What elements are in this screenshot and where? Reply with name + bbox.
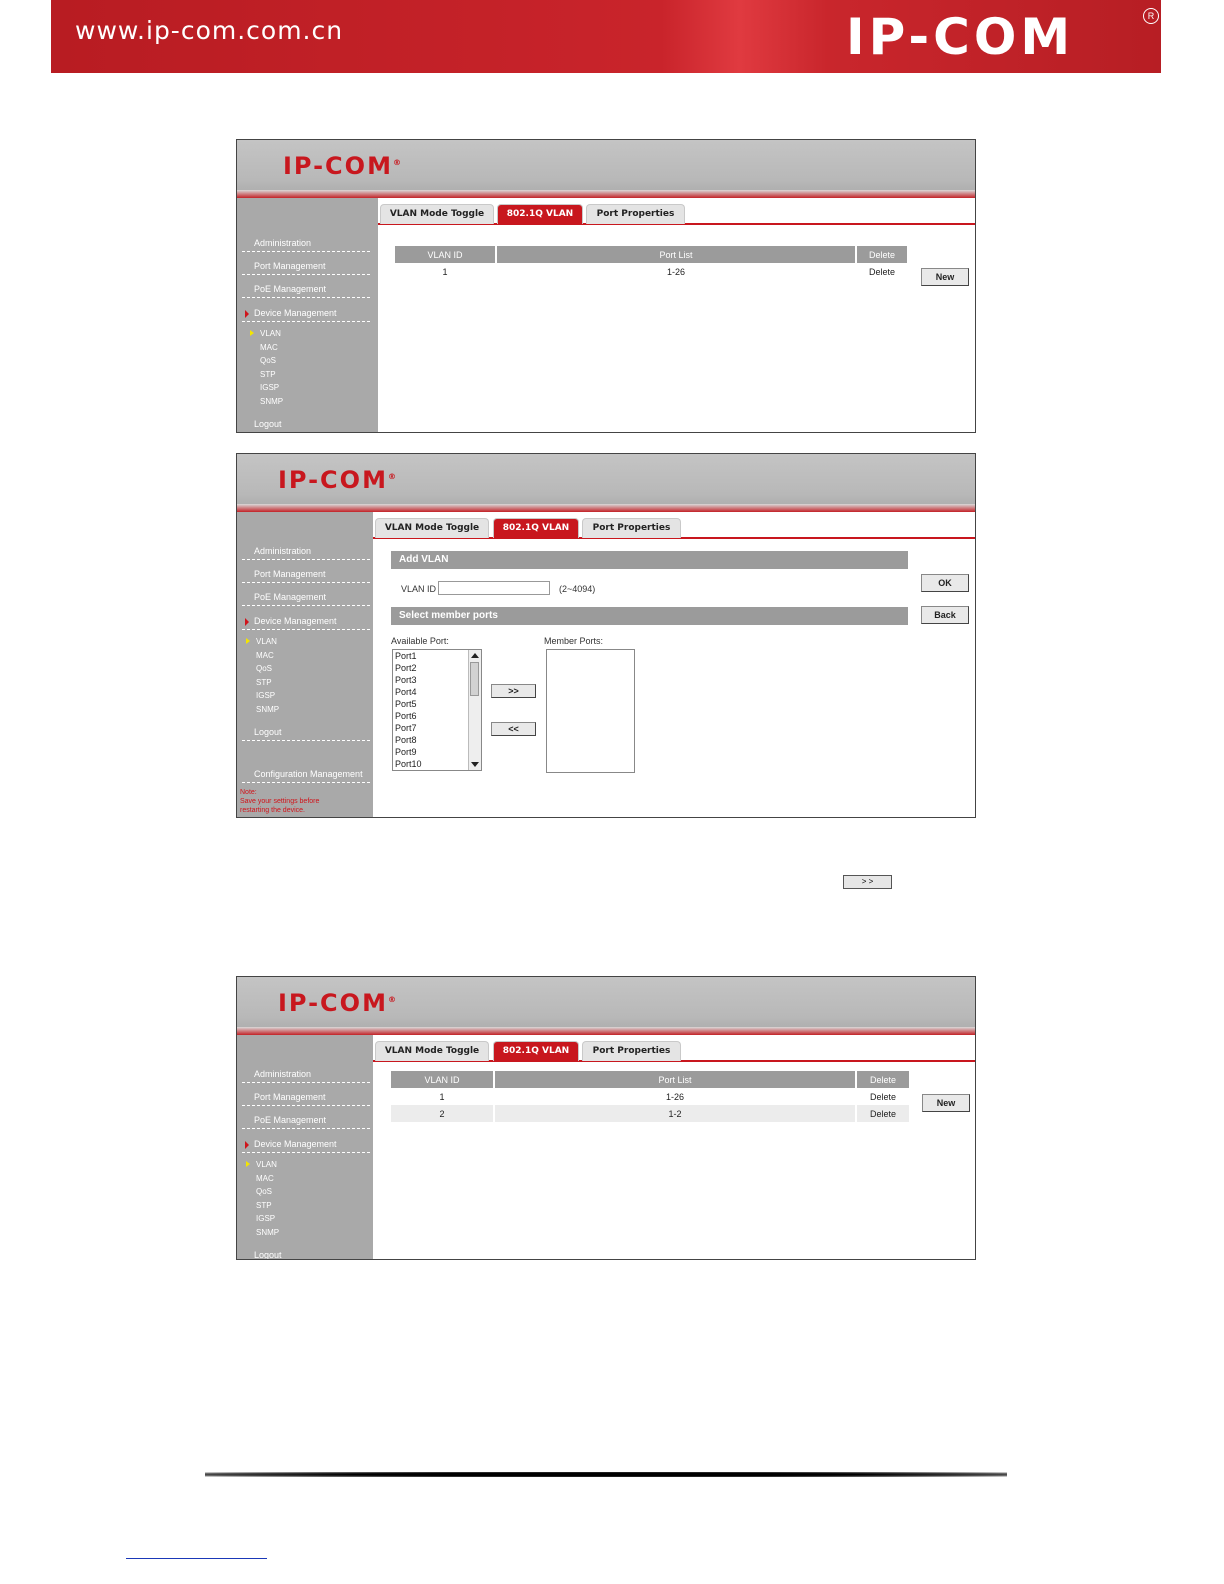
tab-bar [373,512,975,539]
port-list-cell: 1-26 [666,266,685,277]
list-item[interactable]: Port8 [395,735,417,745]
footer-divider [205,1472,1007,1477]
member-ports-listbox[interactable] [546,649,635,773]
arrow-right-icon [245,618,249,626]
sidebar-subitem-stp[interactable]: STP [256,678,272,687]
delete-link[interactable]: Delete [857,1105,909,1122]
list-item[interactable]: Port3 [395,675,417,685]
sidebar-subitem-qos[interactable]: QoS [256,664,273,673]
sidebar-item-administration[interactable]: Administration [242,546,370,560]
tab-vlan-mode-toggle[interactable]: VLAN Mode Toggle [375,1041,489,1061]
header-bar [237,977,975,1035]
arrow-right-icon [246,1161,250,1167]
sidebar-subitem-igsp[interactable]: IGSP [256,1214,276,1223]
sidebar-subitem-snmp[interactable]: SNMP [260,397,284,406]
sidebar-item-poe-management[interactable]: PoE Management [242,284,370,298]
vlan-id-input[interactable] [438,581,550,595]
back-button[interactable]: Back [921,606,969,624]
arrow-right-icon [245,1141,249,1149]
vlan-table [393,246,909,280]
available-port-listbox[interactable] [392,649,482,771]
header-logo: IP-COM® [278,989,398,1017]
scroll-up-icon[interactable] [471,653,479,658]
list-item[interactable]: Port2 [395,663,417,673]
vlan-table [389,1071,911,1122]
sidebar-subitem-mac[interactable]: MAC [256,1174,274,1183]
remove-port-button[interactable]: << [491,722,536,736]
delete-link[interactable]: Delete [868,266,895,277]
tab-port-properties[interactable]: Port Properties [586,204,685,224]
list-item[interactable]: Port5 [395,699,417,709]
scrollbar[interactable] [468,650,481,770]
vlan-id-cell: 1 [439,1091,445,1102]
screenshot-vlan-list [236,139,976,433]
sidebar [237,1035,373,1259]
add-port-button[interactable]: >> [491,684,536,698]
member-ports-label: Member Ports: [544,636,604,646]
column-header-delete: Delete [857,1071,909,1088]
vlan-id-cell: 1 [442,266,448,277]
registered-mark-icon: R [1143,8,1159,24]
screenshot-vlan-list-updated [236,976,976,1260]
sidebar-subitem-vlan[interactable]: VLAN [260,329,281,338]
list-item[interactable]: Port1 [395,651,417,661]
column-header-port-list: Port List [495,1071,855,1088]
delete-link[interactable]: Delete [869,1091,896,1102]
header-logo: IP-COM® [283,152,403,180]
tab-bar [378,198,975,225]
sidebar [237,512,373,817]
sidebar-item-logout[interactable]: Logout [254,1250,282,1260]
header-bar [237,140,975,198]
sidebar-subitem-mac[interactable]: MAC [256,651,274,660]
column-header-delete: Delete [857,246,907,263]
sidebar-item-port-management[interactable]: Port Management [242,261,370,275]
tab-8021q-vlan[interactable]: 802.1Q VLAN [493,518,579,538]
sidebar-item-logout[interactable]: Logout [254,419,282,429]
list-item[interactable]: Port9 [395,747,417,757]
sidebar-item-port-management[interactable]: Port Management [242,1092,370,1106]
sidebar-subitem-vlan[interactable]: VLAN [256,1160,277,1169]
arrow-right-icon [246,638,250,644]
sidebar-subitem-qos[interactable]: QoS [260,356,277,365]
sidebar-subitem-stp[interactable]: STP [256,1201,272,1210]
scroll-thumb[interactable] [470,662,479,696]
arrow-right-icon [245,310,249,318]
vlan-id-cell: 2 [391,1105,493,1122]
add-port-button-illustration: > > [843,875,892,889]
page-banner [51,0,1161,73]
sidebar-item-device-management[interactable]: Device Management [242,308,370,322]
tab-vlan-mode-toggle[interactable]: VLAN Mode Toggle [380,204,494,224]
ip-com-logo: IP-COM [846,8,1075,66]
table-row [391,1105,909,1122]
sidebar-item-configuration-management[interactable]: Configuration Management [242,769,370,783]
list-item[interactable]: Port4 [395,687,417,697]
select-member-ports-title: Select member ports [391,607,908,625]
sidebar-subitem-vlan[interactable]: VLAN [256,637,277,646]
sidebar-item-port-management[interactable]: Port Management [242,569,370,583]
header-bar [237,454,975,512]
sidebar-subitem-mac[interactable]: MAC [260,343,278,352]
tab-8021q-vlan[interactable]: 802.1Q VLAN [497,204,583,224]
port-list-cell: 1-2 [495,1105,855,1122]
sidebar [237,198,378,432]
tab-port-properties[interactable]: Port Properties [582,1041,681,1061]
website-url: www.ip-com.com.cn [75,16,344,45]
sidebar-subitem-snmp[interactable]: SNMP [256,705,280,714]
note-text: Note: Save your settings before restarting the device. [240,789,320,814]
sidebar-subitem-igsp[interactable]: IGSP [260,383,280,392]
sidebar-item-device-management[interactable]: Device Management [242,616,370,630]
new-button[interactable]: New [922,1094,970,1112]
arrow-right-icon [250,330,254,336]
tab-8021q-vlan[interactable]: 802.1Q VLAN [493,1041,579,1061]
vlan-id-label: VLAN ID [401,584,437,594]
sidebar-item-administration[interactable]: Administration [242,238,370,252]
scroll-down-icon[interactable] [471,762,479,767]
available-port-label: Available Port: [391,636,449,646]
table-row [395,263,907,280]
screenshot-add-vlan [236,453,976,818]
column-header-vlan-id: VLAN ID [391,1071,493,1088]
sidebar-subitem-igsp[interactable]: IGSP [256,691,276,700]
add-vlan-title: Add VLAN [391,551,908,569]
footer-link-underline [126,1558,267,1559]
table-row [391,1088,909,1105]
sidebar-item-poe-management[interactable]: PoE Management [242,592,370,606]
vlan-id-range-hint: (2~4094) [559,584,596,594]
tab-bar [373,1035,975,1062]
sidebar-item-administration[interactable]: Administration [242,1069,370,1083]
list-item[interactable]: Port10 [395,759,422,769]
sidebar-item-device-management[interactable]: Device Management [242,1139,370,1153]
port-list-cell: 1-26 [665,1091,684,1102]
list-item[interactable]: Port6 [395,711,417,721]
header-logo: IP-COM® [278,466,398,494]
sidebar-subitem-qos[interactable]: QoS [256,1187,273,1196]
ok-button[interactable]: OK [921,574,969,592]
tab-vlan-mode-toggle[interactable]: VLAN Mode Toggle [375,518,489,538]
column-header-vlan-id: VLAN ID [395,246,495,263]
sidebar-subitem-snmp[interactable]: SNMP [256,1228,280,1237]
sidebar-item-poe-management[interactable]: PoE Management [242,1115,370,1129]
sidebar-subitem-stp[interactable]: STP [260,370,276,379]
sidebar-item-logout[interactable]: Logout [242,727,370,741]
tab-port-properties[interactable]: Port Properties [582,518,681,538]
column-header-port-list: Port List [497,246,855,263]
list-item[interactable]: Port7 [395,723,417,733]
new-button[interactable]: New [921,268,969,286]
